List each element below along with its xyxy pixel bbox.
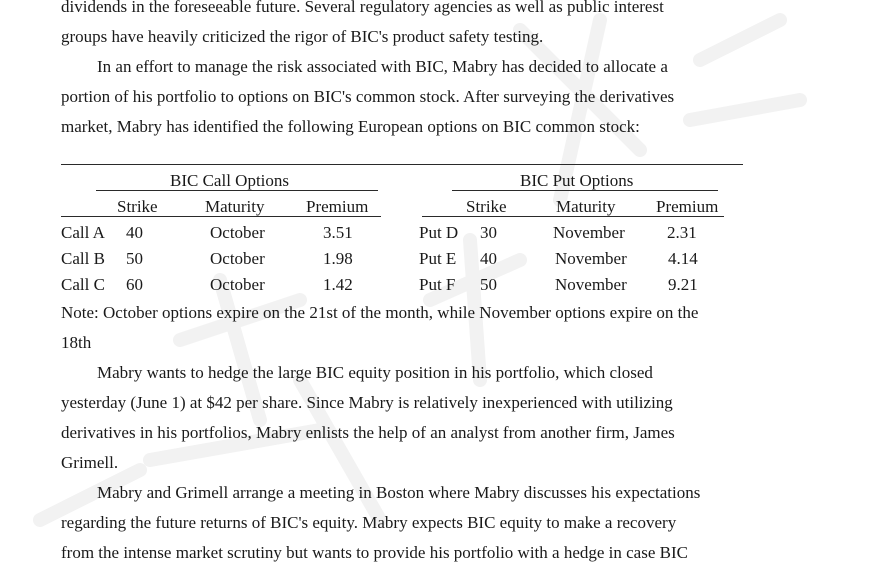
column-header: Premium xyxy=(306,197,369,216)
text-line: derivatives in his portfolios, Mabry enlists the help of an analyst from another firm, James xyxy=(61,423,675,442)
maturity-value: October xyxy=(210,249,265,268)
premium-value: 9.21 xyxy=(668,275,698,294)
put-header-rule xyxy=(422,216,724,217)
premium-value: 4.14 xyxy=(668,249,698,268)
strike-value: 50 xyxy=(126,249,143,268)
option-name: Put E xyxy=(419,249,457,268)
text-line: Mabry wants to hedge the large BIC equity position in his portfolio, which closed xyxy=(97,363,653,382)
maturity-value: November xyxy=(555,249,627,268)
text-line: Mabry and Grimell arrange a meeting in Boston where Mabry discusses his expectations xyxy=(97,483,701,502)
text-line: regarding the future returns of BIC's equity. Mabry expects BIC equity to make a recovery xyxy=(61,513,677,532)
option-name: Call B xyxy=(61,249,105,268)
option-name: Put D xyxy=(419,223,459,242)
column-header: Strike xyxy=(466,197,507,216)
maturity-value: October xyxy=(210,223,265,242)
call-options-title: BIC Call Options xyxy=(170,171,290,190)
strike-value: 60 xyxy=(126,275,143,294)
maturity-value: November xyxy=(555,275,627,294)
put-options-title: BIC Put Options xyxy=(520,171,634,190)
call-header-rule xyxy=(61,216,381,217)
premium-value: 2.31 xyxy=(667,223,697,242)
option-name: Call C xyxy=(61,275,105,294)
text-line: yesterday (June 1) at $42 per share. Since Mabry is relatively inexperienced with utilizing xyxy=(61,393,673,412)
premium-value: 1.98 xyxy=(323,249,353,268)
put-title-rule xyxy=(452,190,718,191)
maturity-value: October xyxy=(210,275,265,294)
table-note: 18th xyxy=(61,333,92,352)
column-header: Maturity xyxy=(205,197,265,216)
premium-value: 3.51 xyxy=(323,223,353,242)
strike-value: 40 xyxy=(126,223,143,242)
text-line: from the intense market scrutiny but wants to provide his portfolio with a hedge in case BIC xyxy=(61,543,688,562)
strike-value: 50 xyxy=(480,275,497,294)
strike-value: 40 xyxy=(480,249,497,268)
table-top-rule xyxy=(61,164,743,165)
column-header: Premium xyxy=(656,197,719,216)
premium-value: 1.42 xyxy=(323,275,353,294)
text-line: Grimell. xyxy=(61,453,119,472)
option-name: Call A xyxy=(61,223,105,242)
text-line: dividends in the foreseeable future. Several regulatory agencies as well as public interest xyxy=(61,0,664,16)
maturity-value: November xyxy=(553,223,625,242)
strike-value: 30 xyxy=(480,223,497,242)
table-note: Note: October options expire on the 21st of the month, while November options expire on the xyxy=(61,303,699,322)
text-line: groups have heavily criticized the rigor of BIC's product safety testing. xyxy=(61,27,544,46)
text-line: In an effort to manage the risk associated with BIC, Mabry has decided to allocate a xyxy=(97,57,668,76)
column-header: Strike xyxy=(117,197,158,216)
column-header: Maturity xyxy=(556,197,616,216)
text-line: market, Mabry has identified the following European options on BIC common stock: xyxy=(61,117,640,136)
option-name: Put F xyxy=(419,275,456,294)
text-line: portion of his portfolio to options on BIC's common stock. After surveying the derivatives xyxy=(61,87,675,106)
call-title-rule xyxy=(96,190,378,191)
